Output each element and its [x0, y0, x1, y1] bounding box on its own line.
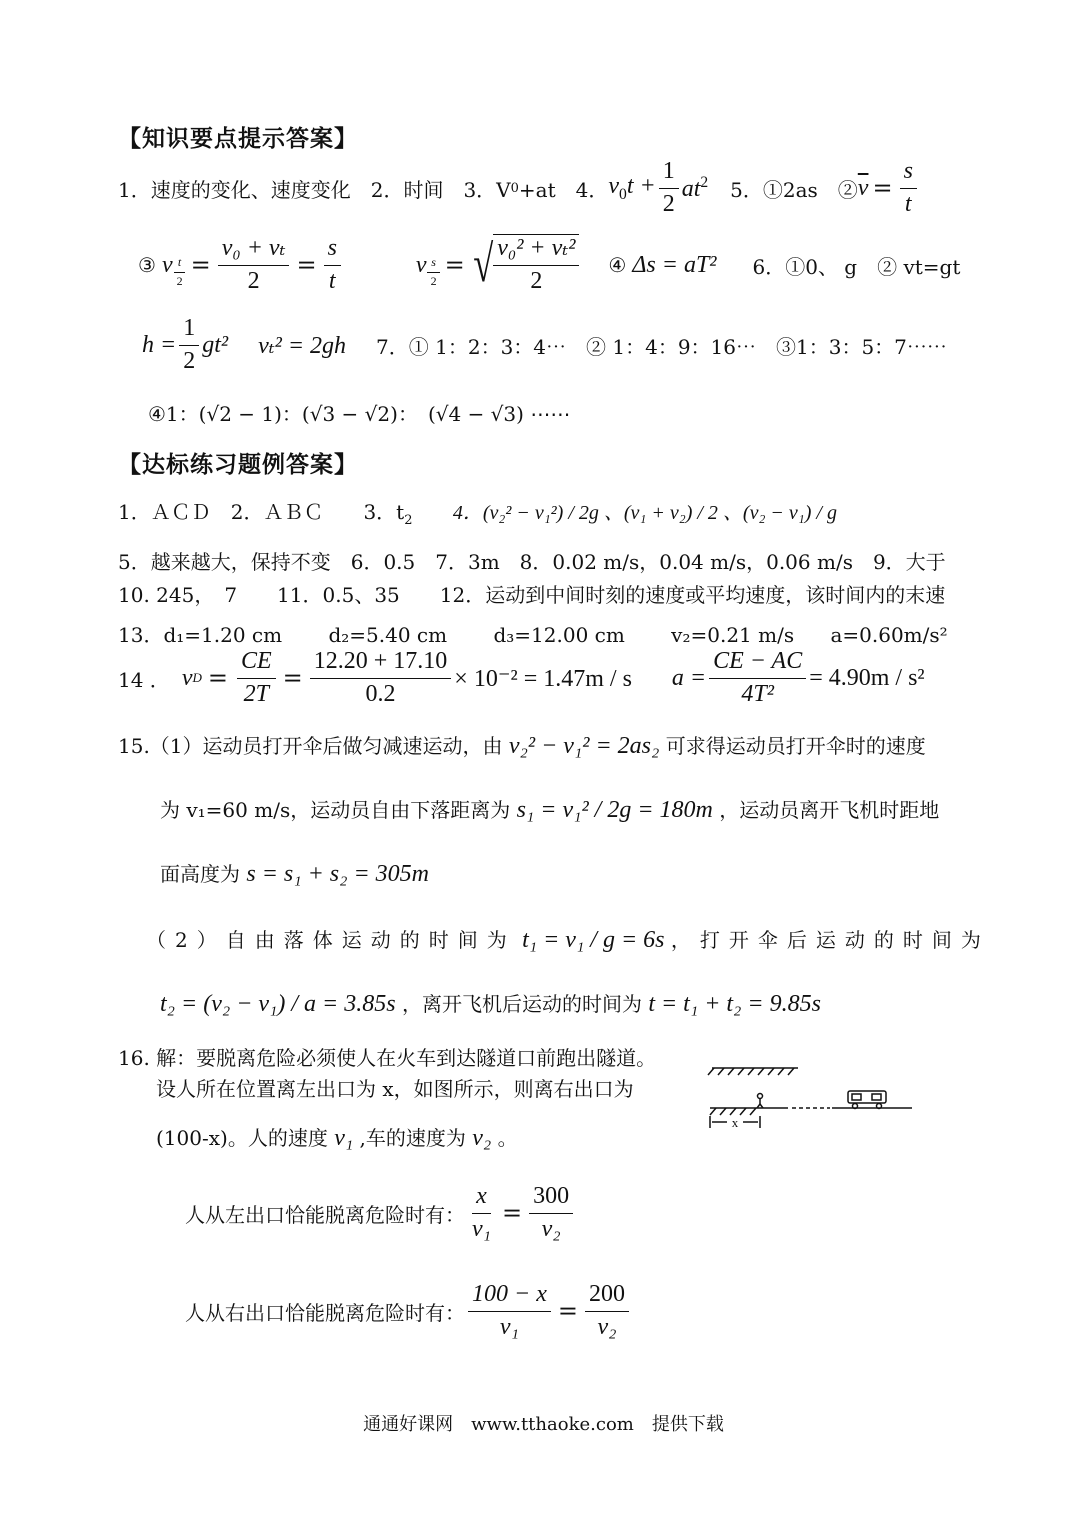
exercise-line-3: 10. 245， 7 11．0.5、35 12．运动到中间时刻的速度或平均速度，该时间内的末速: [118, 583, 946, 607]
fraction-half: $\frac{1}{2}$: [179, 315, 199, 375]
fraction-acceleration: $\frac{CE - AC}{\text{4T²}}$: [709, 648, 806, 708]
fraction-rms-velocity: $\frac{\text{v₀² + vₜ²}}{2}$: [493, 234, 579, 295]
sqrt-icon: √: [472, 236, 493, 293]
fraction-numeric: $\frac{12.20 + 17.10}{0.2}$: [310, 648, 452, 708]
subscript-t-over-2: $\frac{t}{2}$: [173, 256, 187, 289]
equation-right-exit: 人从右出口恰能脱离危险时有： $\frac{100 - x}{\text{v₁}}$ = $\frac{200}{\text{v₂}}$: [185, 1276, 632, 1346]
fraction-ce-2t: $\frac{CE}{2T}$: [237, 648, 276, 708]
exercise-line-2: 5．越来越大，保持不变 6．0.5 7．3m 8．0.02 m/s，0.04 m/s，0.06 m/s 9．大于: [118, 550, 946, 574]
problem15-line-2: 为 v₁=60 m/s，运动员自由下落距离为 s₁ = v₁² / 2g = 180m ，运动员离开飞机时距地: [160, 797, 940, 823]
section-heading-knowledge: 【知识要点提示答案】: [118, 125, 358, 152]
exercise-line-5: 14 ． v D = $\frac{CE}{2T}$ = $\frac{12.20 + 17.10}{0.2}$ × 10⁻² = 1.47m / s a = $\frac{CE - AC}{\text{4T²}}$ = 4.90m / s²: [118, 647, 925, 707]
knowledge-line-1: 1．速度的变化、速度变化 2．时间 3．V 0 +at 4． $v_0t$ + $\frac{1}{2}$ $at^2$ 5．①2as ② $\overline{v}$ = $\frac{s}{t}$: [118, 158, 920, 218]
knowledge-line-3: h = $\frac{1}{2}$ gt² vₜ² = 2gh 7．① 1：2：3：4⋯ ② 1：4：9：16⋯ ③1：3：5：7⋯⋯: [142, 314, 947, 374]
section-heading-exercises: 【达标练习题例答案】: [118, 451, 358, 478]
formula-displacement: $v_0t$ +: [608, 172, 656, 203]
problem15-line-4: （2）自由落体运动的时间为 t₁ = v₁ / g = 6s ，打开伞后运动的时间为: [146, 927, 990, 953]
fraction-half: $\frac{1}{2}$: [659, 158, 679, 218]
problem16-line-3: (100-x)。人的速度 v₁ ,车的速度为 v₂ 。: [156, 1125, 518, 1151]
knowledge-line-2: ③ v $\frac{t}{2}$ = $\frac{\text{v₀ + vₜ}}{2}$ = $\frac{s}{t}$ v $\frac{s}{2}$ = √ $\frac{\text{v₀² + vₜ²}}{2}$ ④ Δs = aT² 6．①0、 g ② vt=gt: [138, 234, 961, 294]
fraction-s-t: $\frac{s}{t}$: [324, 235, 341, 295]
fraction-s-over-t: $\frac{s}{t}$: [900, 158, 917, 218]
problem16-line-1: 16. 解：要脱离危险必须使人在火车到达隧道口前跑出隧道。: [118, 1046, 657, 1070]
fraction-avg-velocity: $\frac{\text{v₀ + vₜ}}{2}$: [218, 235, 290, 295]
exercise-line-4: 13．d₁=1.20 cm d₂=5.40 cm d₃=12.00 cm v₂=0.21 m/s a=0.60m/s²: [118, 623, 948, 647]
problem15-line-3: 面高度为 s = s₁ + s₂ = 305m: [160, 861, 429, 887]
page-footer: 通通好课网 www.tthaoke.com 提供下载: [363, 1414, 724, 1435]
exercise-line-1: 1．ＡＣＤ 2．ＡＢＣ 3．$t_2$ 4．(v₂² − v₁²) / 2g 、(v₁ + v₂) / 2 、(v₂ − v₁) / g: [118, 500, 837, 528]
problem15-line-5: t₂ = (v₂ − v₁) / a = 3.85s ，离开飞机后运动的时间为 t = t₁ + t₂ = 9.85s: [160, 991, 821, 1017]
problem16-line-2: 设人所在位置离左出口为 x，如图所示，则离右出口为: [156, 1077, 634, 1101]
subscript-s-over-2: $\frac{s}{2}$: [427, 256, 441, 289]
equation-left-exit: 人从左出口恰能脱离危险时有： $\frac{x}{\text{v₁}}$ = $\frac{300}{\text{v₂}}$: [185, 1178, 576, 1248]
tunnel-diagram: [700, 1058, 920, 1138]
diagram-x-label: x: [731, 1115, 739, 1130]
knowledge-line-4: ④1：(√2 − 1)：(√3 − √2)： (√4 − √3) ⋯⋯: [148, 402, 571, 426]
problem15-line-1: 15.（1）运动员打开伞后做匀减速运动，由 v₂² − v₁² = 2as₂ 可求得运动员打开伞时的速度: [118, 733, 926, 759]
